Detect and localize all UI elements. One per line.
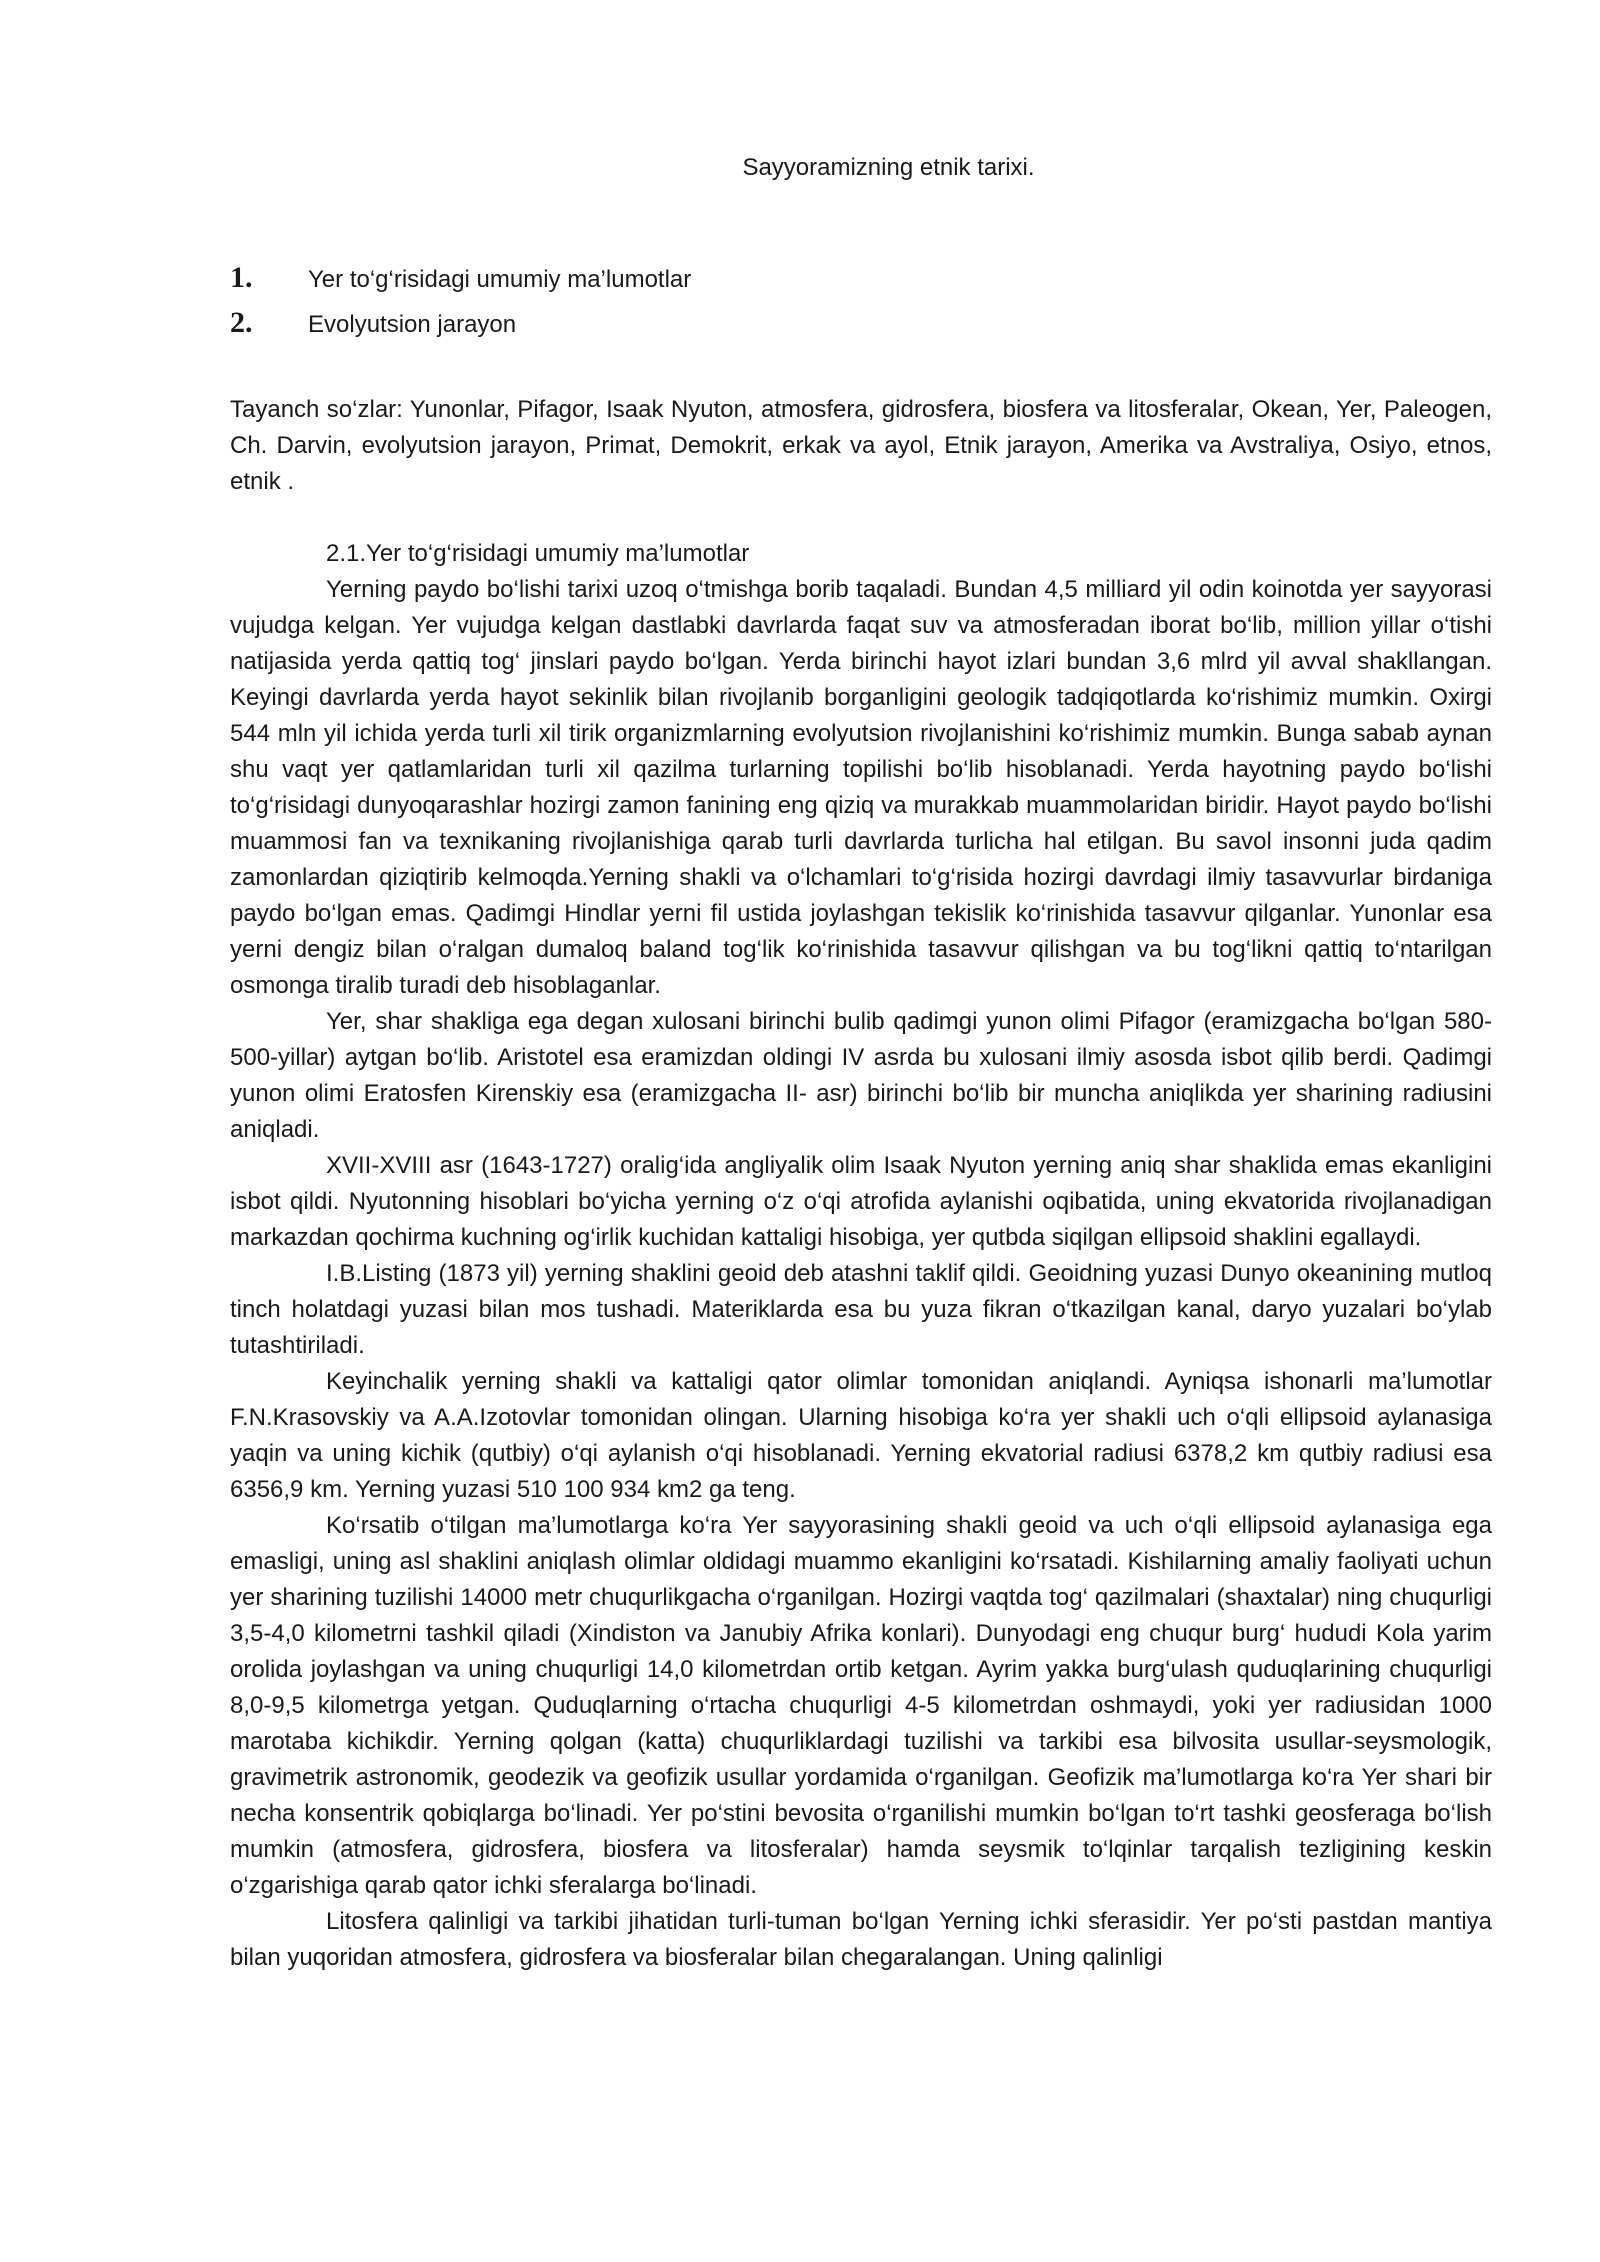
outline-item bbox=[230, 301, 1492, 346]
outline-list bbox=[230, 256, 1492, 346]
section-heading: 2.1.Yer to‘g‘risidagi umumiy ma’lumotlar bbox=[326, 540, 750, 567]
body-paragraph: Ko‘rsatib o‘tilgan ma’lumotlarga ko‘ra Yer sayyorasining shakli geoid va uch o‘qli ellipsoid aylanasiga ega emasligi, uning asl shaklini aniqlash olimlar oldidagi muammo ekanligini ko‘rsatadi. Kishilarning amaliy faoliyati uchun yer sharining tuzilishi 14000 metr chuqurlikgacha o‘rganilgan. Hozirgi vaqtda tog‘ qazilmalari (shaxtalar) ning chuqurligi 3,5-4,0 kilometrni tashkil qiladi (Xindiston va Janubiy Afrika konlari). Dunyodagi eng chuqur burg‘ hududi Kola yarim orolida joylashgan va uning chuqurligi 14,0 kilometrdan ortib ketgan. Ayrim yakka burg‘ulash quduqlarining chuqurligi 8,0-9,5 kilometrga yetgan. Quduqlarning o‘rtacha chuqurligi 4-5 kilometrdan oshmaydi, yoki yer radiusidan 1000 marotaba kichikdir. Yerning qolgan (katta) chuqurliklardagi tuzilishi va tarkibi esa bilvosita usullar-seysmologik, gravimetrik astronomik, geodezik va geofizik usullar yordamida o‘rganilgan. Geofizik ma’lumotlarga ko‘ra Yer shari bir necha konsentrik qobiqlarga bo‘linadi. Yer po‘stini bevosita o‘rganilishi mumkin bo‘lgan to‘rt tashki geosferaga bo‘lish mumkin (atmosfera, gidrosfera, biosfera va litosferalar) hamda seysmik to‘lqinlar tarqalish tezligining keskin o‘zgarishiga qarab qator ichki sferalarga bo‘linadi. bbox=[230, 1512, 1492, 1899]
outline-text: Yer to‘g‘risidagi umumiy ma’lumotlar bbox=[308, 266, 692, 293]
document-title: Sayyoramizning etnik tarixi. bbox=[742, 154, 1035, 181]
body-paragraph: Yerning paydo bo‘lishi tarixi uzoq o‘tmishga borib taqaladi. Bundan 4,5 milliard yil odin koinotda yer sayyorasi vujudga kelgan. Yer vujudga kelgan dastlabki davrlarda faqat suv va atmosferadan iborat bo‘lib, million yillar o‘tishi natijasida yerda qattiq tog‘ jinslari paydo bo‘lgan. Yerda birinchi hayot izlari bundan 3,6 mlrd yil avval shakllangan. Keyingi davrlarda yerda hayot sekinlik bilan rivojlanib borganligini geologik tadqiqotlarda ko‘rishimiz mumkin. Oxirgi 544 mln yil ichida yerda turli xil tirik organizmlarning evolyutsion rivojlanishini ko‘rishimiz mumkin. Bunga sabab aynan shu vaqt yer qatlamlaridan turli xil qazilma turlarning topilishi bo‘lib hisoblanadi. Yerda hayotning paydo bo‘lishi to‘g‘risidagi dunyoqarashlar hozirgi zamon fanining eng qiziq va murakkab muammolaridan biridir. Hayot paydo bo‘lishi muammosi fan va texnikaning rivojlanishiga qarab turli davrlarda turlicha hal etilgan. Bu savol insonni juda qadim zamonlardan qiziqtirib kelmoqda.Yerning shakli va o‘lchamlari to‘g‘risida hozirgi davrdagi ilmiy tasavvurlar birdaniga paydo bo‘lgan emas. Qadimgi Hindlar yerni fil ustida joylashgan tekislik ko‘rinishida tasavvur qilganlar. Yunonlar esa yerni dengiz bilan o‘ralgan dumaloq baland tog‘lik ko‘rinishida tasavvur qilishgan va bu tog‘likni qattiq to‘ntarilgan osmonga tiralib turadi deb hisoblaganlar. bbox=[230, 576, 1492, 999]
body-paragraph: Litosfera qalinligi va tarkibi jihatidan turli-tuman bo‘lgan Yerning ichki sferasidir. Yer po‘sti pastdan mantiya bilan yuqoridan atmosfera, gidrosfera va biosferalar bilan chegaralangan. Uning qalinligi bbox=[230, 1908, 1492, 1971]
outline-number: 2. bbox=[230, 306, 253, 339]
outline-number: 1. bbox=[230, 261, 253, 294]
document-page bbox=[230, 150, 1492, 1976]
outline-item bbox=[230, 256, 1492, 301]
body-paragraph: I.B.Listing (1873 yil) yerning shaklini geoid deb atashni taklif qildi. Geoidning yuzasi Dunyo okeanining mutloq tinch holatdagi yuzasi bilan mos tushadi. Materiklarda esa bu yuza fikran o‘tkazilgan kanal, daryo yuzalari bo‘ylab tutashtiriladi. bbox=[230, 1260, 1492, 1359]
keywords-paragraph: Tayanch so‘zlar: Yunonlar, Pifagor, Isaak Nyuton, atmosfera, gidrosfera, biosfera va litosferalar, Okean, Yer, Paleogen, Ch. Darvin, evolyutsion jarayon, Primat, Demokrit, erkak va ayol, Etnik jarayon, Amerika va Avstraliya, Osiyo, etnos, etnik . bbox=[230, 396, 1492, 495]
outline-text: Evolyutsion jarayon bbox=[308, 311, 517, 338]
body-paragraph: Yer, shar shakliga ega degan xulosani birinchi bulib qadimgi yunon olimi Pifagor (eramizgacha bo‘lgan 580-500-yillar) aytgan bo‘lib. Aristotel esa eramizdan oldingi IV asrda bu xulosani ilmiy asosda isbot qilib berdi. Qadimgi yunon olimi Eratosfen Kirenskiy esa (eramizgacha II- asr) birinchi bo‘lib bir muncha aniqlikda yer sharining radiusini aniqladi. bbox=[230, 1008, 1492, 1143]
body-paragraph: Keyinchalik yerning shakli va kattaligi qator olimlar tomonidan aniqlandi. Ayniqsa ishonarli ma’lumotlar F.N.Krasovskiy va A.A.Izotovlar tomonidan olingan. Ularning hisobiga ko‘ra yer shakli uch o‘qli ellipsoid aylanasiga yaqin va uning kichik (qutbiy) o‘qi aylanish o‘qi hisoblanadi. Yerning ekvatorial radiusi 6378,2 km qutbiy radiusi esa 6356,9 km. Yerning yuzasi 510 100 934 km2 ga teng. bbox=[230, 1368, 1492, 1503]
body-paragraph: XVII-XVIII asr (1643-1727) oralig‘ida angliyalik olim Isaak Nyuton yerning aniq shar shaklida emas ekanligini isbot qildi. Nyutonning hisoblari bo‘yicha yerning o‘z o‘qi atrofida aylanishi oqibatida, uning ekvatorida rivojlanadigan markazdan qochirma kuchning og‘irlik kuchidan kattaligi hisobiga, yer qutbda siqilgan ellipsoid shaklini egallaydi. bbox=[230, 1152, 1492, 1251]
